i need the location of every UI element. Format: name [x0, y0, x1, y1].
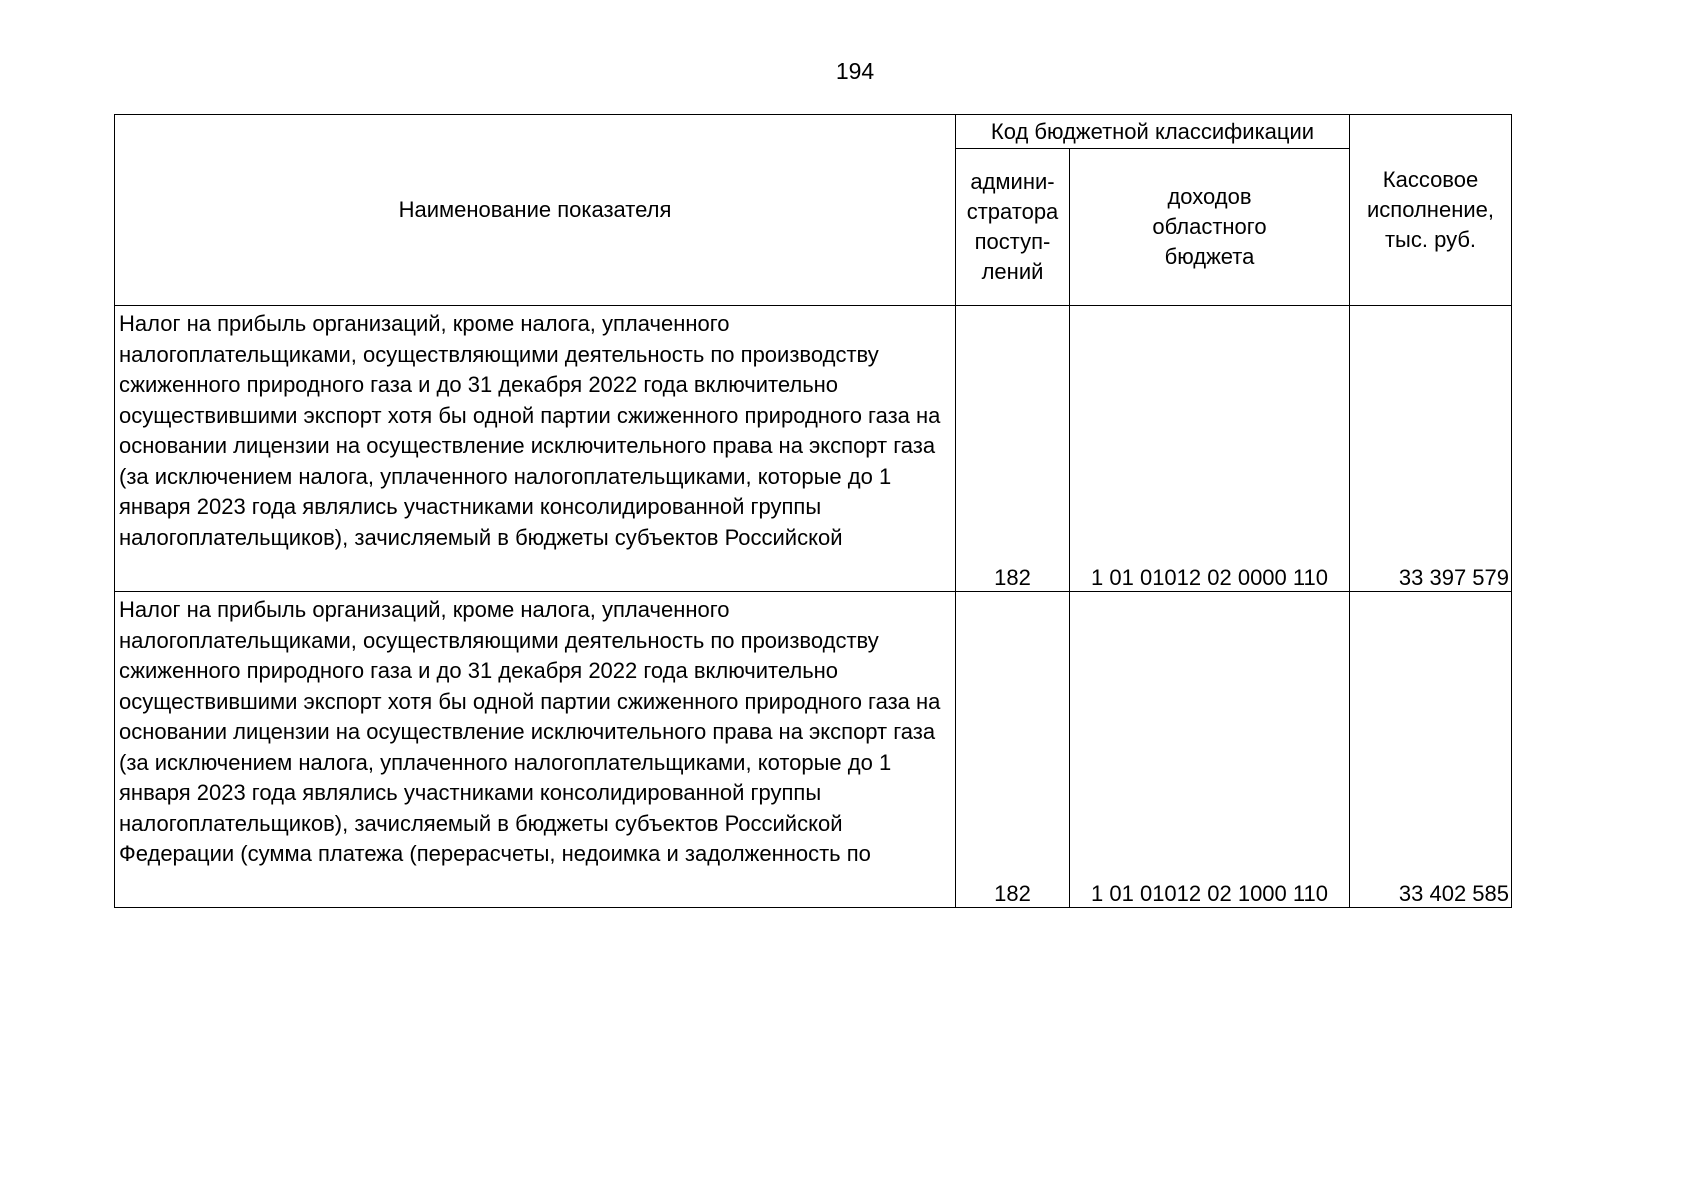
header-code-label: доходов областного бюджета — [1152, 184, 1267, 269]
header-admin-label: админи- стратора поступ- лений — [966, 169, 1059, 284]
row-admin-code: 182 — [956, 306, 1070, 592]
row-name-cell — [115, 592, 956, 908]
table-row — [115, 592, 1512, 908]
header-classification-group: Код бюджетной классификации — [956, 115, 1350, 149]
row-cash-sum: 33 397 579 — [1350, 306, 1512, 592]
row-cash-sum: 33 402 585 — [1350, 592, 1512, 908]
budget-table — [114, 114, 1512, 908]
row-name-cell — [115, 306, 956, 592]
row-revenue-code: 1 01 01012 02 0000 110 — [1070, 306, 1350, 592]
row-revenue-code: 1 01 01012 02 1000 110 — [1070, 592, 1350, 908]
header-cash-execution-label: Кассовое исполнение, тыс. руб. — [1367, 167, 1494, 252]
header-cash-execution — [1350, 115, 1512, 306]
header-name: Наименование показателя — [115, 115, 956, 306]
row-name: Налог на прибыль организаций, кроме налога, уплаченного налогоплательщиками, осуществляющими деятельность по производству сжиженного природного газа и до 31 декабря 2022 года включительно осуществившими экспорт хотя бы одной партии сжиженного природного газа на основании лицензии на осуществление исключительного права на экспорт газа (за исключением налога, уплаченного налогоплательщиками, которые до 1 января 2023 года являлись участниками консолидированной группы налогоплательщиков), зачисляемый в бюджеты субъектов Российской Федерации (сумма платежа (перерасчеты, недоимка и задолженность по — [119, 597, 941, 866]
row-admin-code: 182 — [956, 592, 1070, 908]
table-row — [115, 306, 1512, 592]
header-row-1 — [115, 115, 1512, 149]
header-admin — [956, 149, 1070, 306]
row-name: Налог на прибыль организаций, кроме налога, уплаченного налогоплательщиками, осуществляющими деятельность по производству сжиженного природного газа и до 31 декабря 2022 года включительно осуществившими экспорт хотя бы одной партии сжиженного природного газа на основании лицензии на осуществление исключительного права на экспорт газа (за исключением налога, уплаченного налогоплательщиками, которые до 1 января 2023 года являлись участниками консолидированной группы налогоплательщиков), зачисляемый в бюджеты субъектов Российской — [119, 311, 941, 550]
page-number: 194 — [835, 58, 875, 84]
header-code — [1070, 149, 1350, 306]
